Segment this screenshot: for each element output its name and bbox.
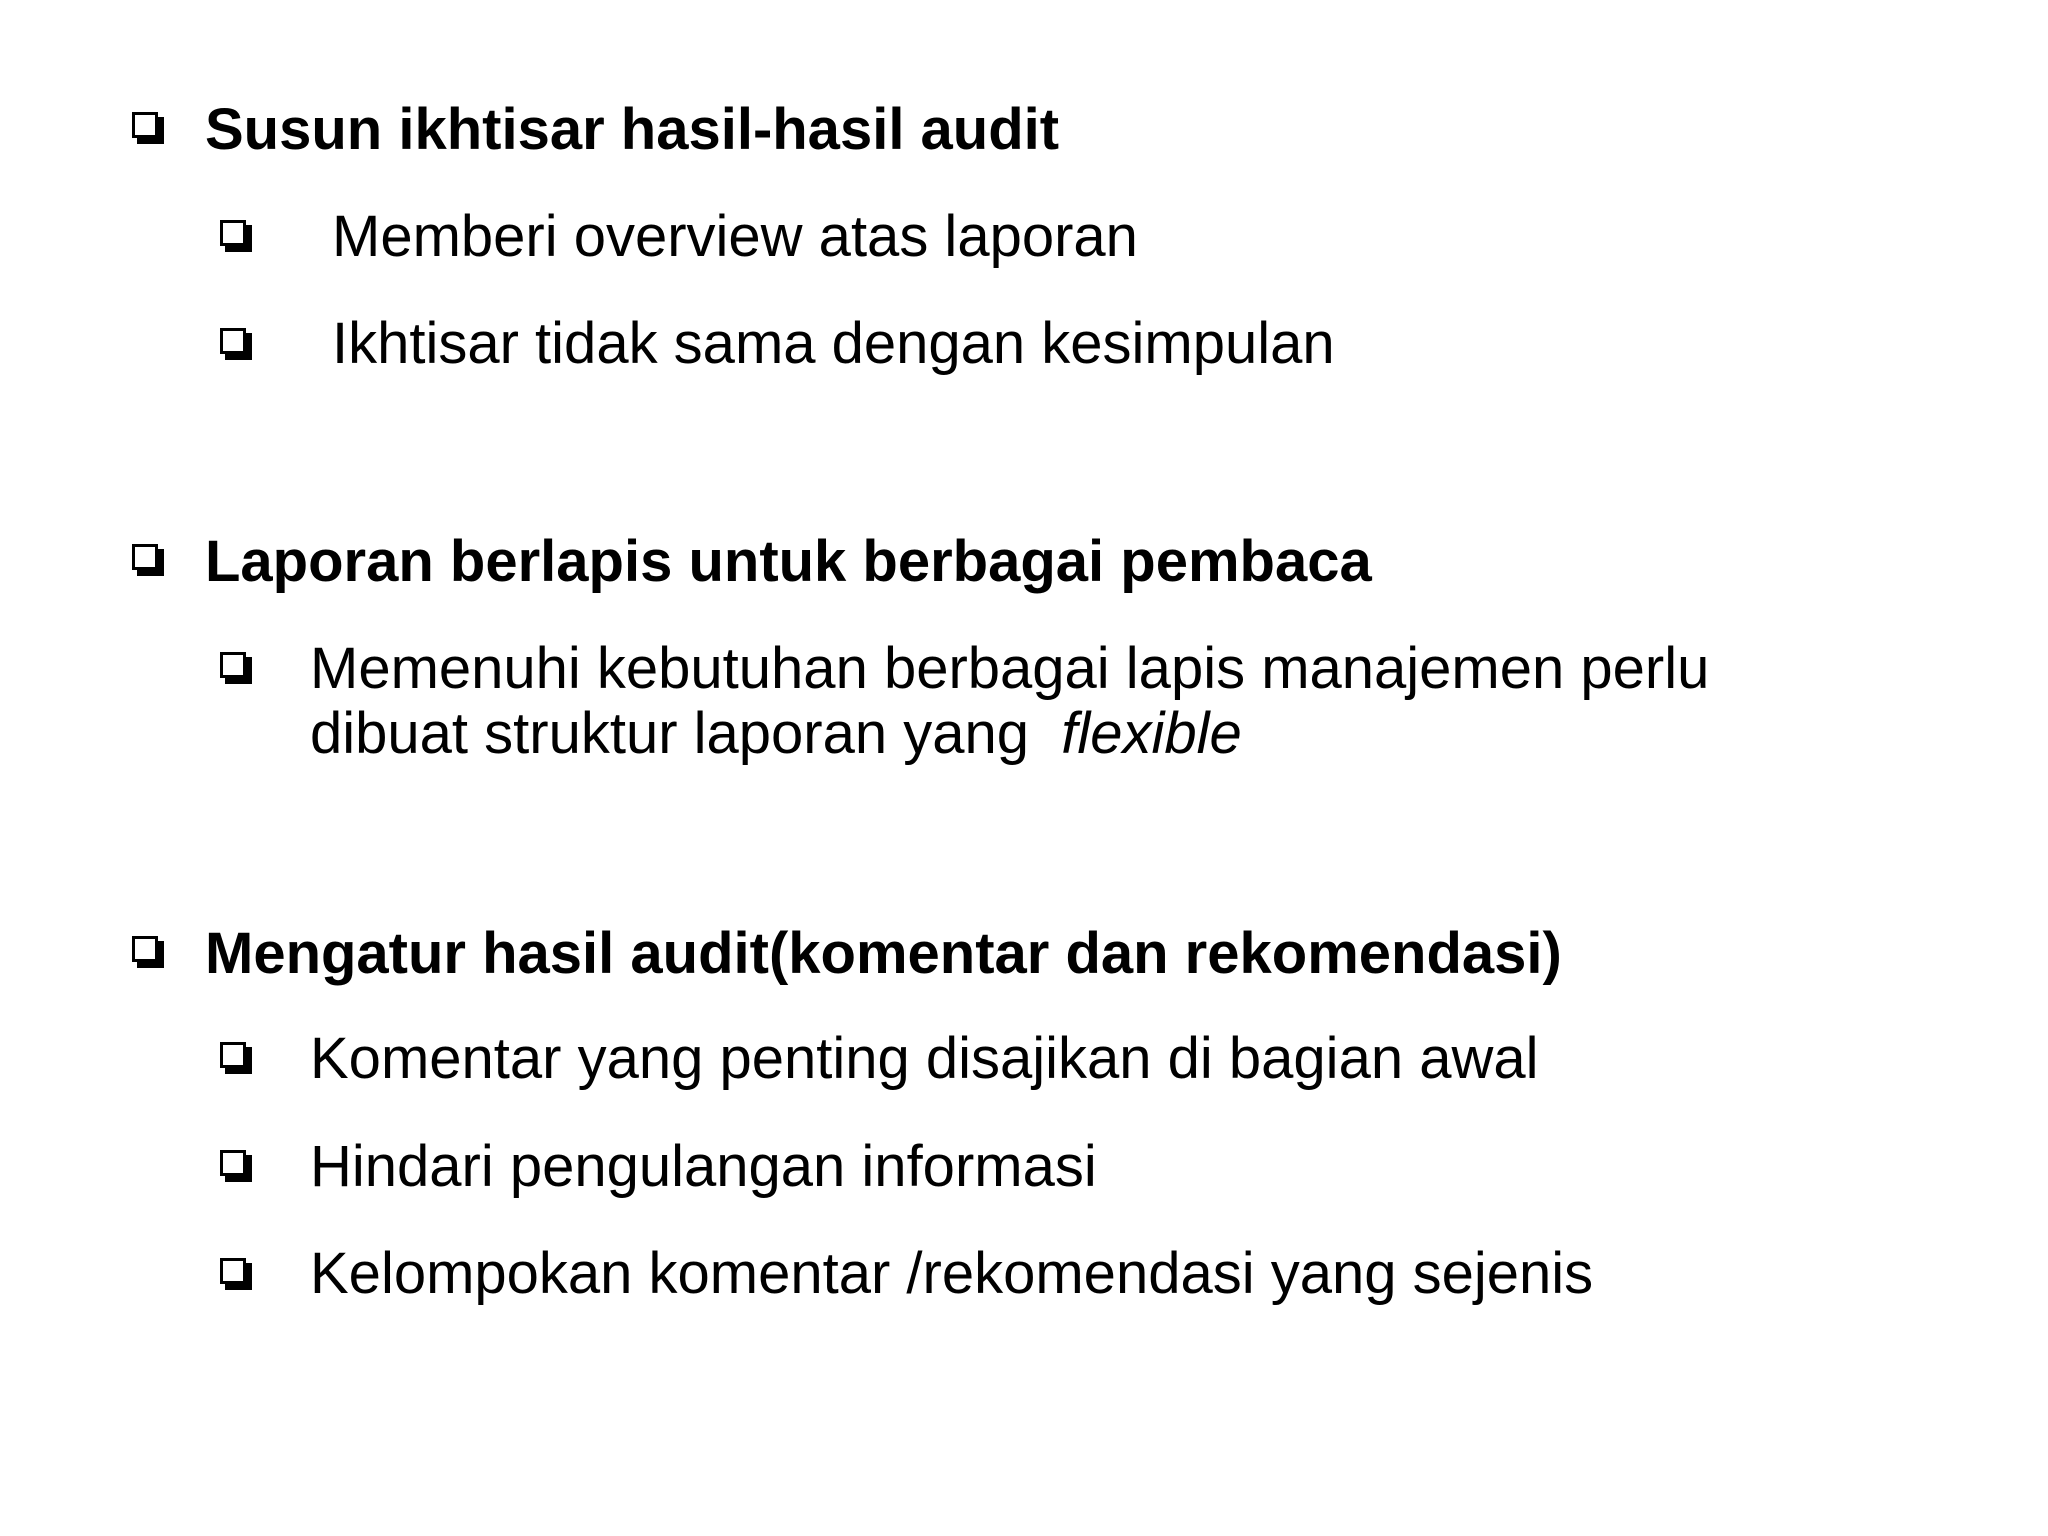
section-3-item-3: Kelompokan komentar /rekomendasi yang sejenis <box>310 1241 1594 1306</box>
checkbox-bullet-icon <box>220 652 254 686</box>
section-3-item-1: Komentar yang penting disajikan di bagian awal <box>310 1026 1539 1091</box>
checkbox-bullet-icon <box>220 328 254 362</box>
checkbox-bullet-icon <box>132 112 166 146</box>
section-3-heading: Mengatur hasil audit(komentar dan rekomendasi) <box>205 921 1562 986</box>
section-2-heading: Laporan berlapis untuk berbagai pembaca <box>205 529 1372 594</box>
flexible-italic-text: flexible <box>1061 701 1242 766</box>
section-1-item-1: Memberi overview atas laporan <box>332 204 1138 269</box>
section-2-item-1-line-2-text: dibuat struktur laporan yang <box>310 701 1062 766</box>
section-1-item-2: Ikhtisar tidak sama dengan kesimpulan <box>332 311 1335 376</box>
checkbox-bullet-icon <box>220 1258 254 1292</box>
checkbox-bullet-icon <box>220 220 254 254</box>
section-1-heading: Susun ikhtisar hasil-hasil audit <box>205 97 1060 162</box>
section-2-item-1-line-2 <box>310 701 1242 767</box>
checkbox-bullet-icon <box>132 544 166 578</box>
checkbox-bullet-icon <box>220 1150 254 1184</box>
section-2-item-1-line-1: Memenuhi kebutuhan berbagai lapis manajemen perlu <box>310 636 1710 701</box>
checkbox-bullet-icon <box>220 1042 254 1076</box>
checkbox-bullet-icon <box>132 936 166 970</box>
section-3-item-2: Hindari pengulangan informasi <box>310 1134 1097 1199</box>
